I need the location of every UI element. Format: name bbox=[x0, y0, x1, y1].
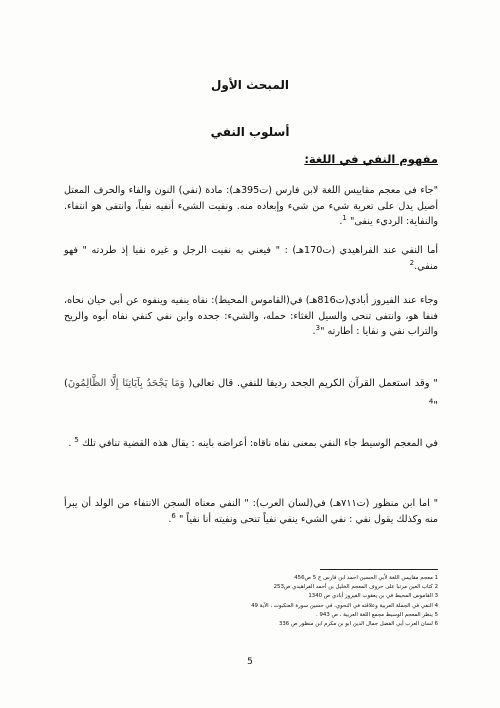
paragraph-text: " وقد استعمل القرآن الكريم الجحد رديفا للنفي. قال تعالى( bbox=[184, 378, 439, 389]
paragraph-1: "جاء في معجم مقاييس اللغة لابن فارس (ت395هـ): مادة (نفي) النون والفاء والحرف المعتل أصيل يدل على تعرية شيء من شيء وإبعاده منه. ونفيت الشيء أنفيه نفياً، وانتفى هو انتفاء. والنفاية: الرديء ينفى" $^1$. bbox=[64, 185, 438, 227]
paragraph-5: في المعجم الوسيط جاء النفي بمعنى نفاه ناقاه: أعراضه باينه : يقال هذه القضية تنافي تلك $^5$ . bbox=[68, 435, 438, 449]
page-number: 5 bbox=[247, 657, 253, 667]
topic-title: أسلوب النفي bbox=[210, 125, 290, 139]
footnote-item: 1 معجم مقاييس اللغة لأبي الحسين احمد ابن فارس ج 5 ص456 bbox=[294, 575, 438, 581]
footnote-item: 2 كتاب العين مرتبا على حروف المعجم الخليل بن أحمد الفراهيدي ص253 bbox=[273, 584, 438, 591]
paragraph-text: "جاء في معجم مقاييس اللغة لابن فارس (ت395هـ): مادة (نفي) النون والفاء والحرف المعتل أصيل يدل على تعرية شيء من شيء وإبعاده منه. ونفيت الشيء أنفيه نفياً، وانتفى هو انتفاء. والنفاية: الرديء ينفى" bbox=[64, 185, 438, 227]
paragraph-text-after: ) " bbox=[64, 378, 438, 411]
footnote-ref: 3 bbox=[315, 323, 321, 332]
paragraph-2 bbox=[64, 243, 438, 274]
footnote-divider bbox=[320, 569, 438, 570]
quran-verse: وَمَا يَجْحَدُ بِآيَاتِنَا إِلَّا الظَّالِمُونَ bbox=[67, 378, 185, 389]
footnotes bbox=[150, 574, 438, 629]
paragraph-6: " اما ابن منظور (ت٧١١هـ) في(لسان العرب): " النفي معناه السجن الانتفاء من الولد أن يبرأ منه وكذلك يقول نفي : نفي الشيء ينفي نفياً تنحى ونفيته أنا نفياً " $^6$. bbox=[64, 498, 438, 525]
footnote-item: 5 ينظر المعجم الوسيط مجمع اللغة العربية ، ص 943 . bbox=[316, 611, 438, 618]
paragraph-4 bbox=[64, 373, 438, 417]
paragraph-3: وجاء عند الفيروز أبادي(ت816هـ) في(القاموس المحيط): نفاه ينفيه وينفوه عن أبي حيان نحاه، فنفا هو، وانتفى تنحى والسيل الغثاء: حمله، والشيء: جحده وابن نفي كنفي نفاه أبوه والريح والتراب نفي و نفايا : أطارته "$^3$. bbox=[64, 295, 439, 337]
footnote-item: 6 لسان العرب أبي الفضل جمال الدين ابو بن مكرم ابن منظور ص 336 bbox=[278, 621, 438, 628]
paragraph-text: أما النفي عند الفراهيدي (ت170هـ) : " فيعني به نفيت الرجل و غيره نفيا إذ طردته " فهو منفي. bbox=[64, 245, 438, 272]
paragraph-text: في المعجم الوسيط جاء النفي بمعنى نفاه ناقاه: أعراضه باينه : يقال هذه القضية تنافي تلك bbox=[81, 438, 438, 449]
chapter-title: المبحث الأول bbox=[210, 78, 289, 92]
footnote-ref: 2 bbox=[409, 258, 415, 267]
footnote-item: 3 القاموس المحيط في بن يعقوب الفيروز أبادي ص 1340 bbox=[308, 593, 438, 600]
footnote-ref: 6 bbox=[171, 511, 176, 520]
footnote-ref: 1 bbox=[342, 213, 347, 222]
paragraph-text: " اما ابن منظور (ت٧١١هـ) في(لسان العرب): " النفي معناه السجن الانتفاء من الولد أن يبرأ منه وكذلك يقول نفي : نفي الشيء ينفي نفياً تنحى ونفيته أنا نفياً " bbox=[64, 498, 438, 525]
footnote-ref: 4 bbox=[428, 397, 434, 406]
section-heading: مفهوم النفي في اللغة: bbox=[304, 152, 438, 166]
paragraph-text: وجاء عند الفيروز أبادي(ت816هـ) في(القاموس المحيط): نفاه ينفيه وينفوه عن أبي حيان نحاه، فنفا هو، وانتفى تنحى والسيل الغثاء: حمله، والشيء: جحده وابن نفي كنفي نفاه أبوه والريح والتراب نفي و نفايا : أطارته " bbox=[64, 295, 439, 337]
footnote-ref: 5 bbox=[74, 435, 79, 444]
footnote-item: 4 النفي في الجملة العربية وعلاقته في النحوي، في حسين سورة العنكبوت ، الآية 49 bbox=[251, 602, 438, 609]
